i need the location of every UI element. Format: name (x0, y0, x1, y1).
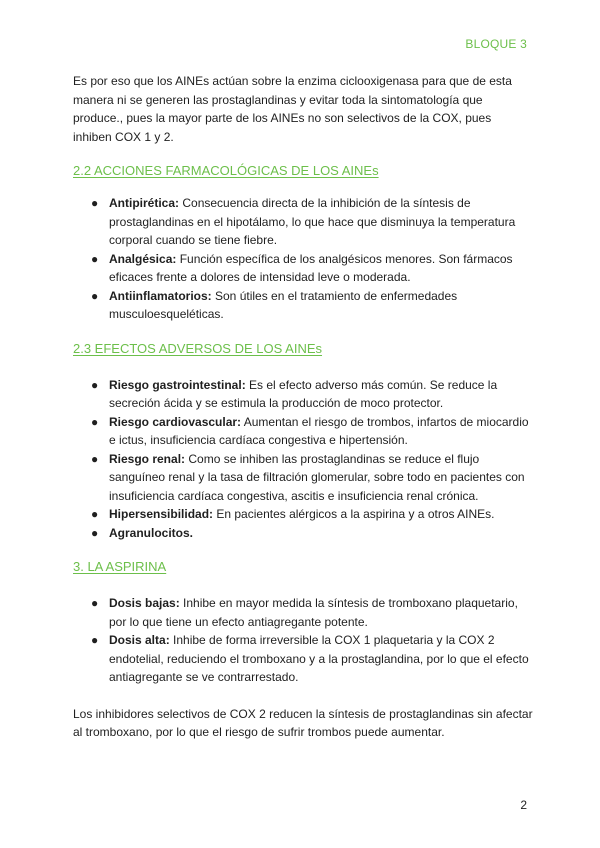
item-text: Inhibe de forma irreversible la COX 1 plaquetaria y la COX 2 endotelial, reduciendo el tromboxano y a la prostaglandina, por lo que el efecto antiagregante se ve contrarrestado. (109, 633, 529, 684)
bullet-icon: ● (91, 288, 99, 303)
item-term: Riesgo renal: (109, 451, 186, 466)
page-content (73, 72, 533, 742)
item-text: Consecuencia directa de la inhibición de la síntesis de prostaglandinas en el hipotálamo, lo que hace que disminuya la temperatura corporal cuando se tiene fiebre. (109, 196, 516, 247)
item-text: Función específica de los analgésicos menores. Son fármacos eficaces frente a dolores de intensidad leve o moderada. (109, 251, 513, 284)
bullet-icon: ● (91, 451, 99, 466)
list-item (73, 524, 533, 543)
item-term: Agranulocitos. (109, 525, 194, 540)
item-term: Dosis alta: (109, 633, 170, 647)
item-text: Son útiles en el tratamiento de enfermedades musculoesqueléticas. (109, 288, 458, 321)
list-item (73, 631, 533, 687)
item-term: Antipirética: (109, 196, 180, 210)
item-term: Hipersensibilidad: (109, 507, 214, 521)
acciones-list (73, 194, 533, 324)
bullet-icon: ● (91, 196, 99, 210)
list-item (73, 505, 533, 524)
item-term: Analgésica: (109, 251, 177, 266)
list-item (73, 450, 533, 506)
section-heading-efectos: 2.3 EFECTOS ADVERSOS DE LOS AINEs (73, 340, 323, 356)
item-term: Riesgo cardiovascular: (109, 414, 242, 429)
page-number: 2 (520, 798, 527, 812)
item-term: Dosis bajas: (109, 596, 180, 610)
list-item (73, 194, 533, 250)
list-item (73, 413, 533, 450)
item-term: Riesgo gastrointestinal: (109, 377, 246, 392)
list-item (73, 376, 533, 413)
efectos-list (73, 376, 533, 543)
list-item (73, 287, 533, 324)
bullet-icon: ● (91, 525, 99, 540)
item-text: Aumentan el riesgo de trombos, infartos de miocardio e ictus, insuficiencia cardíaca congestiva e hipertensión. (109, 414, 529, 447)
bullet-icon: ● (91, 377, 99, 392)
bullet-icon: ● (91, 633, 99, 647)
bullet-icon: ● (91, 251, 99, 266)
item-text: En pacientes alérgicos a la aspirina y a otros AINEs. (213, 507, 495, 521)
list-item (73, 250, 533, 287)
closing-paragraph: Los inhibidores selectivos de COX 2 reducen la síntesis de prostaglandinas sin afectar al tromboxano, por lo que el riesgo de sufrir trombos puede aumentar. (73, 706, 533, 739)
section-heading-aspirina: 3. LA ASPIRINA (73, 559, 167, 574)
item-text: Es el efecto adverso más común. Se reduce la secreción ácida y se estimula la producción de moco protector. (109, 377, 498, 410)
bullet-icon: ● (91, 414, 99, 429)
section-heading-acciones: 2.2 ACCIONES FARMACOLÓGICAS DE LOS AINEs (73, 163, 379, 178)
item-text: Como se inhiben las prostaglandinas se reduce el flujo sanguíneo renal y la tasa de filtración glomerular, sobre todo en pacientes con insuficiencia cardíaca congestiva, ascitis e insuficiencia renal crónica. (109, 451, 525, 503)
item-text: Inhibe en mayor medida la síntesis de tromboxano plaquetario, por lo que tiene un efecto antiagregante potente. (109, 596, 518, 629)
list-item (73, 594, 533, 631)
bullet-icon: ● (91, 507, 99, 521)
bullet-icon: ● (91, 596, 99, 610)
aspirina-list (73, 594, 533, 687)
item-term: Antiinflamatorios: (109, 288, 212, 303)
header-label: BLOQUE 3 (465, 37, 527, 51)
intro-paragraph: Es por eso que los AINEs actúan sobre la enzima ciclooxigenasa para que de esta manera ni se generen las prostaglandinas y evitar toda la sintomatología que produce., pues la mayor parte de los AINEs no son selectivos de la COX, pues inhiben COX 1 y 2. (73, 74, 512, 144)
